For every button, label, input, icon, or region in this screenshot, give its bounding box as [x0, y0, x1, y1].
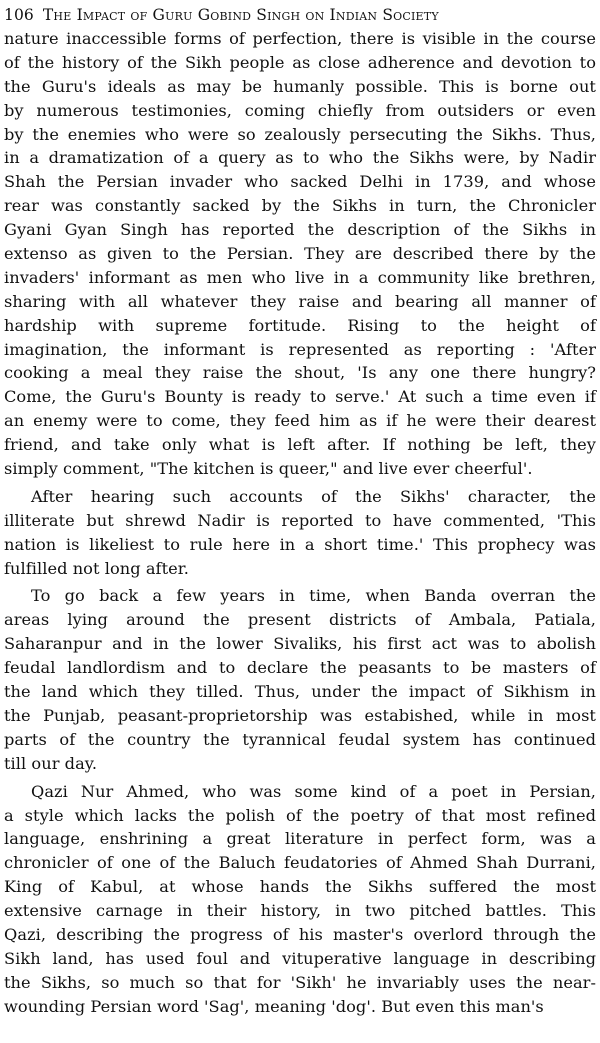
text-line: Sikh land, has used foul and vituperative language in describing [4, 948, 596, 968]
text-line: sharing with all whatever they raise and bearing all manner of [4, 291, 596, 311]
text-line: illiterate but shrewd Nadir is reported to have commented, 'This [4, 510, 596, 530]
text-line: chronicler of one of the Baluch feudatories of Ahmed Shah Durrani, [4, 853, 596, 873]
text-line: simply comment, "The kitchen is queer," and live ever cheerful'. [4, 459, 533, 479]
text-line: After hearing such accounts of the Sikhs' character, the [31, 486, 596, 506]
text-line: Qazi, describing the progress of his master's overlord through the [4, 924, 596, 944]
text-line: extenso as given to the Persian. They are described there by the [4, 244, 596, 264]
text-line: nation is likeliest to rule here in a short time.' This prophecy was [4, 534, 596, 554]
text-line: of the history of the Sikh people as close adherence and devotion to [4, 52, 596, 72]
text-line: parts of the country the tyrannical feudal system has continued [4, 729, 596, 749]
text-line: the Punjab, peasant-proprietorship was estabished, while in most [4, 705, 596, 725]
running-head-title: The Impact of Guru Gobind Singh on Indian Society [42, 6, 439, 24]
text-line: Come, the Guru's Bounty is ready to serve.' At such a time even if [4, 387, 596, 407]
text-line: in a dramatization of a query as to who the Sikhs were, by Nadir [4, 148, 596, 168]
text-line: an enemy were to come, they feed him as if he were their dearest [4, 411, 596, 431]
text-line: rear was constantly sacked by the Sikhs in turn, the Chronicler [4, 196, 596, 216]
paragraph [4, 584, 596, 775]
text-line: Gyani Gyan Singh has reported the description of the Sikhs in [4, 220, 596, 240]
text-line: language, enshrining a great literature in perfect form, was a [4, 829, 596, 849]
running-head [4, 3, 596, 27]
body-text [4, 27, 596, 1019]
text-line: hardship with supreme fortitude. Rising to the height of [4, 315, 596, 335]
text-line: cooking a meal they raise the shout, 'Is any one there hungry? [4, 363, 596, 383]
text-line: Qazi Nur Ahmed, who was some kind of a poet in Persian, [31, 781, 596, 801]
text-line: Saharanpur and in the lower Sivaliks, his first act was to abolish [4, 634, 596, 654]
text-line: Shah the Persian invader who sacked Delhi in 1739, and whose [4, 172, 596, 192]
text-line: by the enemies who were so zealously persecuting the Sikhs. Thus, [4, 124, 596, 144]
text-line: extensive carnage in their history, in two pitched battles. This [4, 901, 596, 921]
text-line: imagination, the informant is represented as reporting : 'After [4, 339, 596, 359]
text-line: King of Kabul, at whose hands the Sikhs suffered the most [4, 877, 596, 897]
paragraph [4, 485, 596, 581]
text-line: nature inaccessible forms of perfection, there is visible in the course [4, 29, 596, 48]
text-line: friend, and take only what is left after. If nothing be left, they [4, 435, 596, 455]
text-line: the Guru's ideals as may be humanly possible. This is borne out [4, 76, 596, 96]
text-line: invaders' informant as men who live in a community like brethren, [4, 267, 596, 287]
text-line: wounding Persian word 'Sag', meaning 'dog'. But even this man's [4, 996, 544, 1016]
book-page [4, 0, 596, 1043]
text-line: a style which lacks the polish of the poetry of that most refined [4, 805, 596, 825]
text-line: feudal landlordism and to declare the peasants to be masters of [4, 658, 596, 678]
text-line: fulfilled not long after. [4, 558, 189, 578]
paragraph [4, 780, 596, 1019]
text-line: To go back a few years in time, when Banda overran the [31, 586, 596, 606]
text-line: areas lying around the present districts of Ambala, Patiala, [4, 610, 596, 630]
text-line: the Sikhs, so much so that for 'Sikh' he invariably uses the near- [4, 972, 596, 992]
text-line: till our day. [4, 753, 98, 773]
text-line: by numerous testimonies, coming chiefly from outsiders or even [4, 100, 596, 120]
page-number: 106 [4, 6, 34, 24]
paragraph [4, 27, 596, 481]
text-line: the land which they tilled. Thus, under the impact of Sikhism in [4, 682, 596, 702]
